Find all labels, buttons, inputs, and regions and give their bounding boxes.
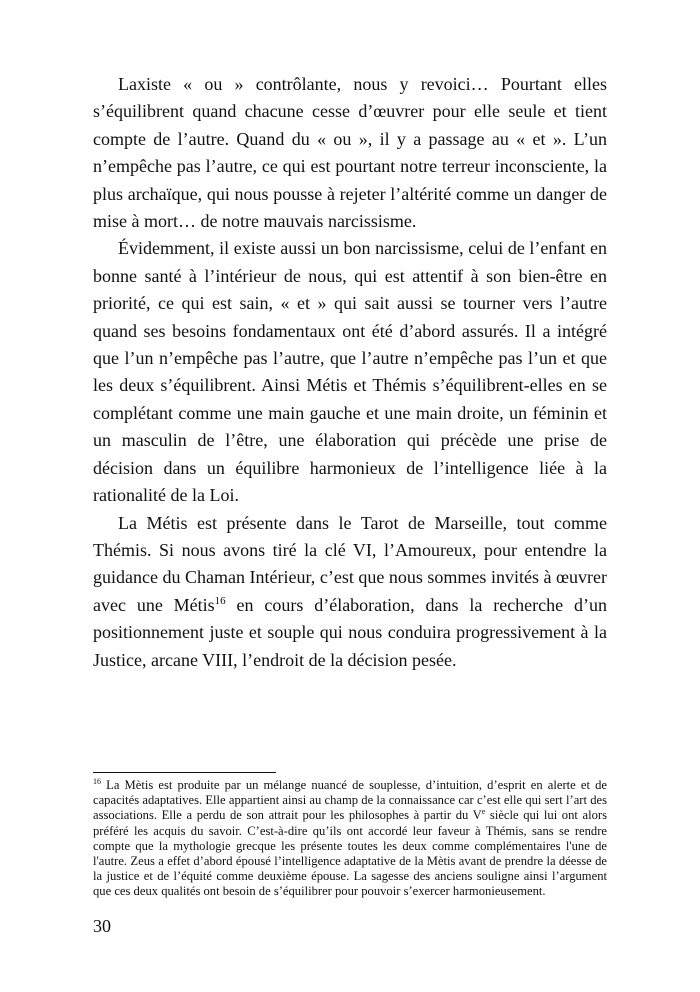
footnote-text-start: La Mètis est produite par un mélange nuancé de souplesse, d’intuition, d’esprit en alerte et de capacités adaptatives. Elle appartient ainsi au champ de la connaissance car c’est elle qui sert l’art des associations. Elle a perdu de son attrait pour les philosophes à partir du V (93, 778, 607, 823)
footnote-reference-16[interactable]: 16 (214, 594, 226, 607)
paragraph-3-text-end: en cours d’élaboration, dans la recherche d’un positionnement juste et souple qui nous conduira progressivement à la Justice, arcane VIII, l’endroit de la décision pesée. (93, 594, 607, 670)
footnote-separator (93, 772, 276, 773)
paragraph-2-text: Évidemment, il existe aussi un bon narcissisme, celui de l’enfant en bonne santé à l’intérieur de nous, qui est attentif à son bien-être en priorité, ce qui est sain, « et » qui sait aussi se tourner vers l’autre quand ses besoins fondamentaux ont été d’abord assurés. Il a intégré que l’un n’empêche pas l’autre, que l’autre n’empêche pas l’un et que les deux s’équilibrent. Ainsi Métis et Thémis s’équilibrent-elles en se complétant comme une main gauche et une main droite, un féminin et un masculin de l’être, une élaboration qui précède une prise de décision dans un équilibre harmonieux de l’intelligence liée à la rationalité de la Loi. (93, 238, 607, 506)
body-text (93, 71, 607, 674)
footnote-text-end: siècle qui lui ont alors préféré les acquis du savoir. C’est-à-dire qu’ils ont accordé leur faveur à Thémis, sans se rendre compte que la mythologie grecque les présente toutes les deux comme complémentaires l'une de l'autre. Zeus a effet d’abord épousé l’intelligence adaptative de la Mètis avant de prendre la déesse de la justice et de l’équité comme deuxième épouse. La sagesse des anciens souligne ainsi l’argument que ces deux qualités ont besoin de s’équilibrer pour pouvoir s’exercer harmonieusement. (93, 808, 607, 899)
paragraph-1 (93, 71, 607, 235)
paragraph-3 (93, 510, 607, 674)
footnote-number: 16 (93, 776, 101, 786)
footnote-century-superscript: e (481, 807, 486, 817)
page-number: 30 (93, 916, 111, 936)
footnote-16 (93, 778, 607, 900)
paragraph-1-text: Laxiste « ou » contrôlante, nous y revoici… Pourtant elles s’équilibrent quand chacune cesse d’œuvrer pour elle seule et tient compte de l’autre. Quand du « ou », il y a passage au « et ». L’un n’empêche pas l’autre, ce qui est pourtant notre terreur inconsciente, la plus archaïque, qui nous pousse à rejeter l’altérité comme un danger de mise à mort… de notre mauvais narcissisme. (93, 74, 607, 232)
paragraph-2 (93, 235, 607, 509)
paragraph-3-text-start: La Métis est présente dans le Tarot de Marseille, tout comme Thémis. Si nous avons tiré la clé VI, l’Amoureux, pour entendre la guidance du Chaman Intérieur, c’est que nous sommes invités à œuvrer avec une Métis (93, 512, 607, 615)
